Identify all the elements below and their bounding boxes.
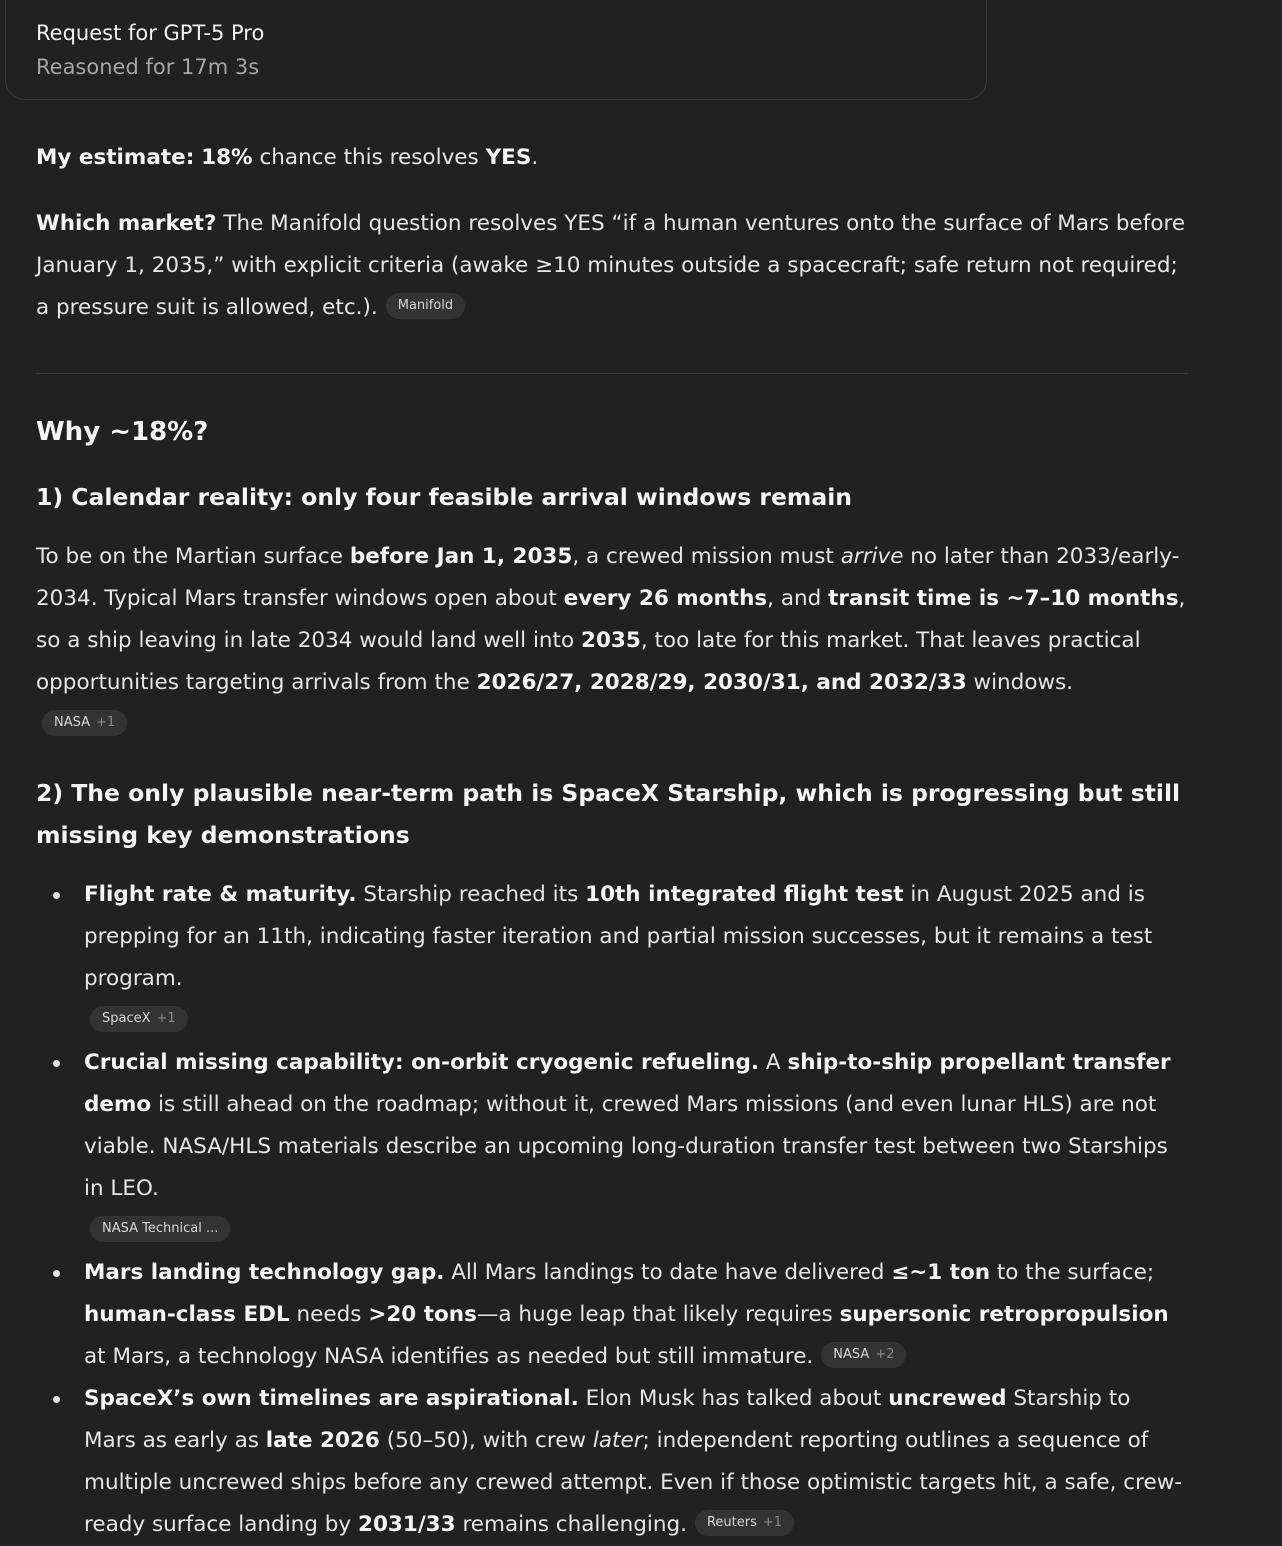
source-citation-nasa-technical[interactable]: NASA Technical ... xyxy=(90,1216,230,1242)
section1-paragraph: To be on the Martian surface before Jan 1, 2035, a crewed mission must arrive no later than 2033/early-2034. Typical Mars transfer windows open about every 26 months, and transit time is ~7–10 months, so a ship leaving in late 2034 would land well into 2035, too late for this market. That leaves practical opportunities targeting arrivals from the 2026/27, 2028/29, 2030/31, and 2032/33 windows. xyxy=(36,544,1186,695)
reasoning-summary-card[interactable] xyxy=(5,0,987,100)
section-divider xyxy=(36,373,1188,374)
list-item: Mars landing technology gap. All Mars landings to date have delivered ≤~1 ton to the surface; human-class EDL needs >20 tons—a huge leap that likely requires supersonic retropropulsion at Mars, a technology NASA identifies as needed but still immature. NASA +2 xyxy=(36,1252,1188,1378)
list-item: Crucial missing capability: on-orbit cryogenic refueling. A ship-to-ship propellant transfer demo is still ahead on the roadmap; without it, crewed Mars missions (and even lunar HLS) are not viable. NASA/HLS materials describe an upcoming long-duration transfer test between two Starships in LEO. NASA Technical ... xyxy=(36,1042,1188,1252)
market-paragraph: Which market? The Manifold question resolves YES “if a human ventures onto the surface of Mars before January 1, 2035,” with explicit criteria (awake ≥10 minutes outside a spacecraft; safe return not required; a pressure suit is allowed, etc.). Manifold xyxy=(36,211,1186,320)
source-citation-spacex[interactable]: SpaceX +1 xyxy=(90,1006,188,1032)
source-citation-nasa[interactable]: NASA +1 xyxy=(42,710,127,736)
section2-list xyxy=(36,874,1188,1546)
source-citation-manifold[interactable]: Manifold xyxy=(386,293,465,319)
list-item: SpaceX’s own timelines are aspirational. Elon Musk has talked about uncrewed Starship to Mars as early as late 2026 (50–50), with crew later; independent reporting outlines a sequence of multiple uncrewed ships before any crewed attempt. Even if those optimistic targets hit, a safe, crew-ready surface landing by 2031/33 remains challenging. Reuters +1 xyxy=(36,1378,1188,1546)
list-item: Flight rate & maturity. Starship reached its 10th integrated flight test in August 2025 and is prepping for an 11th, indicating faster iteration and partial mission successes, but it remains a test program. SpaceX +1 xyxy=(36,874,1188,1042)
request-title: Request for GPT-5 Pro xyxy=(36,21,265,45)
source-citation-nasa[interactable]: NASA +2 xyxy=(821,1342,906,1368)
bullet-dot xyxy=(53,1396,60,1403)
section2-heading: 2) The only plausible near-term path is SpaceX Starship, which is progressing but still missing key demonstrations xyxy=(36,779,1181,849)
bullet-dot xyxy=(53,1270,60,1277)
section1-heading: 1) Calendar reality: only four feasible arrival windows remain xyxy=(36,483,853,511)
source-citation-reuters[interactable]: Reuters +1 xyxy=(695,1510,794,1536)
estimate-paragraph: My estimate: 18% chance this resolves YES. xyxy=(36,145,539,170)
section1-citations xyxy=(36,704,1188,746)
response-body xyxy=(36,137,1188,1546)
bullet-dot xyxy=(53,1060,60,1067)
bullet-dot xyxy=(53,892,60,899)
why-heading: Why ~18%? xyxy=(36,417,209,447)
reasoned-duration[interactable]: Reasoned for 17m 3s xyxy=(36,55,260,79)
